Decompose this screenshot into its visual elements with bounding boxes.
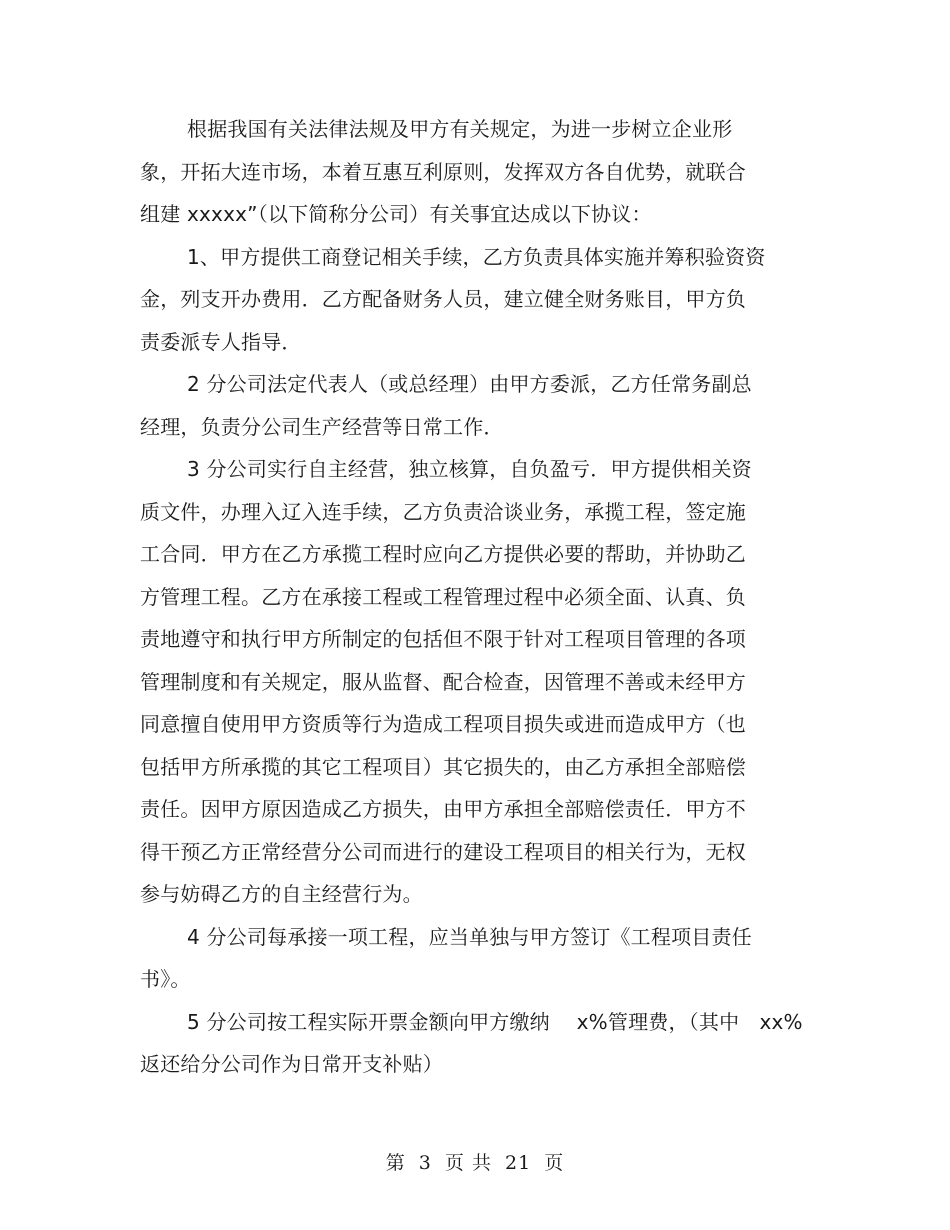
document-body	[140, 108, 810, 1086]
text-line: 包括甲方所承揽的其它工程项目）其它损失的，由乙方承担全部赔偿	[140, 754, 746, 779]
footer-middle: 页 共	[444, 1152, 492, 1174]
footer-prefix: 第	[385, 1152, 406, 1174]
text-line: 组建 xxxxx”（以下简称分公司）有关事宜达成以下协议：	[140, 202, 652, 226]
text-line: 工合同．甲方在乙方承揽工程时应向乙方提供必要的帮助，并协助乙	[140, 542, 746, 566]
text-line: 3 分公司实行自主经营，独立核算，自负盈亏．甲方提供相关资	[187, 457, 752, 481]
text-line: 经理，负责分公司生产经营等日常工作．	[140, 414, 504, 439]
text-line: 返还给分公司作为日常开支补贴）	[140, 1052, 443, 1076]
text-line: 书》。	[140, 967, 191, 991]
text-line: 参与妨碍乙方的自主经营行为。	[140, 882, 423, 906]
text-line: 得干预乙方正常经营分公司而进行的建设工程项目的相关行为，无权	[140, 839, 746, 864]
footer-current-page: 3	[418, 1152, 432, 1174]
text-line: 1、甲方提供工商登记相关手续，乙方负责具体实施并筹积验资资	[187, 244, 766, 269]
text-line: 责委派专人指导．	[140, 329, 302, 354]
text-line: 象，开拓大连市场，本着互惠互利原则，发挥双方各自优势，就联合	[140, 159, 746, 184]
text-line: 同意擅自使用甲方资质等行为造成工程项目损失或进而造成甲方（也	[140, 712, 746, 736]
text-line: 方管理工程。乙方在承接工程或工程管理过程中必须全面、认真、负	[140, 584, 746, 609]
footer-total-pages: 21	[505, 1152, 532, 1174]
text-line: 2 分公司法定代表人（或总经理）由甲方委派，乙方任常务副总	[187, 372, 752, 396]
page-footer	[0, 1148, 950, 1175]
text-line: 责地遵守和执行甲方所制定的包括但不限于针对工程项目管理的各项	[140, 627, 746, 651]
text-line: 金，列支开办费用．乙方配备财务人员，建立健全财务账目，甲方负	[140, 287, 746, 311]
text-line: 4 分公司每承接一项工程，应当单独与甲方签订《工程项目责任	[187, 924, 752, 949]
footer-suffix: 页	[544, 1152, 565, 1174]
text-line: 根据我国有关法律法规及甲方有关规定，为进一步树立企业形	[187, 117, 733, 141]
text-line: 管理制度和有关规定，服从监督、配合检查，因管理不善或未经甲方	[140, 669, 746, 694]
text-line: 质文件，办理入辽入连手续，乙方负责洽谈业务，承揽工程，签定施	[140, 499, 746, 524]
text-line: 5 分公司按工程实际开票金额向甲方缴纳 x%管理费，（其中 xx%	[187, 1009, 803, 1034]
text-line: 责任。因甲方原因造成乙方损失，由甲方承担全部赔偿责任．甲方不	[140, 797, 746, 821]
